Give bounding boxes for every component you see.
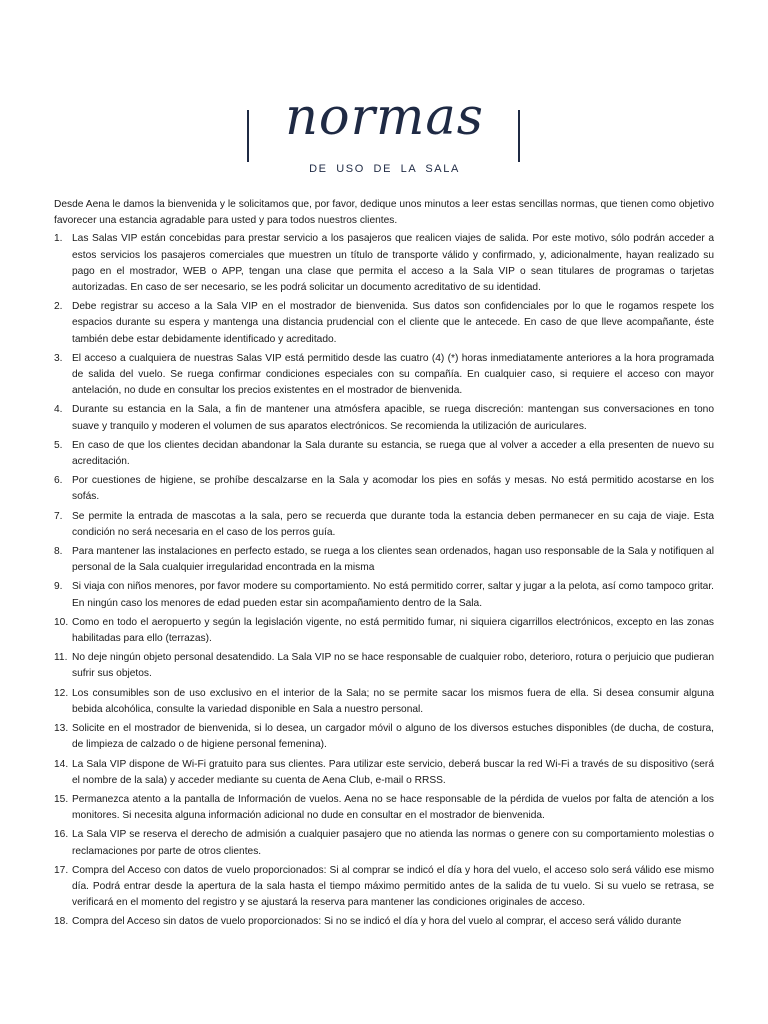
rule-text: Se permite la entrada de mascotas a la sala, pero se recuerda que durante toda la estancia deben permanecer en su caja de viaje. Esta condición no será necesaria en el caso de los perros guía. <box>72 510 714 538</box>
page-title: normas <box>285 88 484 147</box>
rule-text: Compra del Acceso sin datos de vuelo proporcionados: Si no se indicó el día y hora del vuelo al comprar, el acceso será válido durante <box>72 916 682 928</box>
rule-number: 17. <box>54 864 69 876</box>
rule-text: Permanezca atento a la pantalla de Información de vuelos. Aena no se hace responsable de la pérdida de vuelos por falta de atención a los monitores. Si necesita alguna información adicional no dude en consultar en el mostrador de bienvenida. <box>72 793 714 822</box>
rule-number: 18. <box>54 916 69 928</box>
rule-number: 12. <box>54 687 69 699</box>
rule-item <box>54 544 714 576</box>
rule-text: La Sala VIP dispone de Wi-Fi gratuito para sus clientes. Para utilizar este servicio, deberá buscar la red Wi-Fi a través de su dispositivo (será el nombre de la sala) y acceder mediante su cuenta de Aena Club, e-mail o RRSS. <box>72 758 714 786</box>
rule-text: Durante su estancia en la Sala, a fin de mantener una atmósfera apacible, se ruega discreción: mantengan sus conversaciones en tono suave y tranquilo y moderen el volumen de sus aparatos electrónicos. Se recomienda la utilización de auriculares. <box>72 404 714 432</box>
intro-paragraph: Desde Aena le damos la bienvenida y le solicitamos que, por favor, dedique unos minutos a leer estas sencillas normas, que tienen como objetivo favorecer una estancia agradable para usted y para todos nuestros clientes. <box>54 199 714 227</box>
rule-item <box>54 914 714 930</box>
rule-item <box>54 299 714 348</box>
rule-number: 15. <box>54 793 69 805</box>
rule-item <box>54 792 714 824</box>
rule-text: Para mantener las instalaciones en perfecto estado, se ruega a los clientes sean ordenados, hagan uso responsable de la Sala y notifiquen al personal de la Sala cualquier irregularidad encontrada en la misma <box>72 546 714 574</box>
rule-item <box>54 721 714 753</box>
rule-number: 13. <box>54 723 69 735</box>
rule-number: 7. <box>54 510 63 522</box>
rule-text: Debe registrar su acceso a la Sala VIP en el mostrador de bienvenida. Sus datos son confidenciales por lo que le rogamos respete los espacios durante su espera y mantenga una distancia prudencial con el cliente que le antecede. En caso de que lleve acompañante, éste también debe estar debidamente identificado y acreditado. <box>72 301 714 345</box>
rule-item <box>54 509 714 541</box>
rule-text: Si viaja con niños menores, por favor modere su comportamiento. No está permitido correr, saltar y jugar a la pelota, así como tampoco gritar. En ningún caso los menores de edad pueden estar sin acompañamiento dentro de la Sala. <box>72 581 714 609</box>
rule-text: Por cuestiones de higiene, se prohíbe descalzarse en la Sala y acomodar los pies en sofás y mesas. No está permitido acostarse en los sofás. <box>72 475 714 503</box>
rule-text: La Sala VIP se reserva el derecho de admisión a cualquier pasajero que no atienda las normas o genere con su comportamiento molestias o reclamaciones por parte de otros clientes. <box>72 829 714 857</box>
rule-item <box>54 402 714 434</box>
rule-item <box>54 650 714 682</box>
rule-number: 4. <box>54 404 63 416</box>
rule-number: 11. <box>54 652 68 664</box>
rule-text: En caso de que los clientes decidan abandonar la Sala durante su estancia, se ruega que al volver a acceder a ella presenten de nuevo su acreditación. <box>72 439 714 468</box>
rule-text: Compra del Acceso con datos de vuelo proporcionados: Si al comprar se indicó el día y hora del vuelo, el acceso solo será válido ese mismo día. Podrá entrar desde la apertura de la sala hasta el tiempo máximo permitido antes de la salida de tu vuelo. Si su vuelo se retrasa, se verificará en el momento del registro y se ajustará la reserva para mantener las condiciones originales de acceso. <box>72 864 714 909</box>
rules-list <box>54 231 714 930</box>
rule-item <box>54 757 714 789</box>
rule-number: 14. <box>54 758 69 770</box>
rule-item <box>54 351 714 400</box>
rule-number: 8. <box>54 546 63 558</box>
rule-number: 2. <box>54 301 63 313</box>
rule-item <box>54 686 714 718</box>
rule-number: 6. <box>54 475 63 487</box>
rule-text: Como en todo el aeropuerto y según la legislación vigente, no está permitido fumar, ni siquiera cigarrillos electrónicos, excepto en las zonas habilitadas para ello (terrazas). <box>72 616 714 645</box>
rule-number: 16. <box>54 829 69 841</box>
rule-text: Los consumibles son de uso exclusivo en el interior de la Sala; no se permite sacar los mismos fuera de ella. Si desea consumir alguna bebida alcohólica, consulte la variedad disponible en Sala a nuestro personal. <box>72 687 714 715</box>
rule-text: Las Salas VIP están concebidas para prestar servicio a los pasajeros que realicen viajes de salida. Por este motivo, sólo podrán acceder a estos servicios los pasajeros comerciales que muestren un título de transporte válido y confirmado, y, adicionalmente, hayan realizado su pago en el mostrador, WEB o APP, tengan una clase que permita el acceso a la Sala VIP o sean titulares de programas o tarjetas autorizadas. En caso de ser necesario, se les podrá solicitar un documento acreditativo de su identidad. <box>72 233 714 294</box>
rule-item <box>54 473 714 505</box>
rule-number: 9. <box>54 581 63 593</box>
rule-number: 1. <box>54 233 63 245</box>
rule-number: 10. <box>54 616 69 628</box>
rule-text: No deje ningún objeto personal desatendido. La Sala VIP no se hace responsable de cualquier robo, deterioro, rotura o perjuicio que pudieran sufrir sus objetos. <box>72 652 714 680</box>
document-body <box>54 197 714 934</box>
rule-item <box>54 438 714 470</box>
rule-text: El acceso a cualquiera de nuestras Salas VIP está permitido desde las cuatro (4) (*) horas inmediatamente anteriores a la hora programada de salida del vuelo. Se ruega confirmar condiciones especiales con su compañía. En cualquier caso, si requiere el acceso con mayor antelación, no dude en consultar los precios existentes en el mostrador de bienvenida. <box>72 352 714 397</box>
rule-item <box>54 231 714 296</box>
rule-number: 5. <box>54 439 63 451</box>
rule-number: 3. <box>54 352 63 364</box>
document-header <box>247 88 522 176</box>
rule-item <box>54 615 714 647</box>
rule-item <box>54 579 714 611</box>
page-subtitle: DE USO DE LA SALA <box>309 163 460 175</box>
rule-text: Solicite en el mostrador de bienvenida, si lo desea, un cargador móvil o alguno de los diversos estuches disponibles (de ducha, de costura, de limpieza de calzado o de higiene personal femenina). <box>72 723 714 751</box>
rule-item <box>54 863 714 912</box>
rule-item <box>54 827 714 859</box>
